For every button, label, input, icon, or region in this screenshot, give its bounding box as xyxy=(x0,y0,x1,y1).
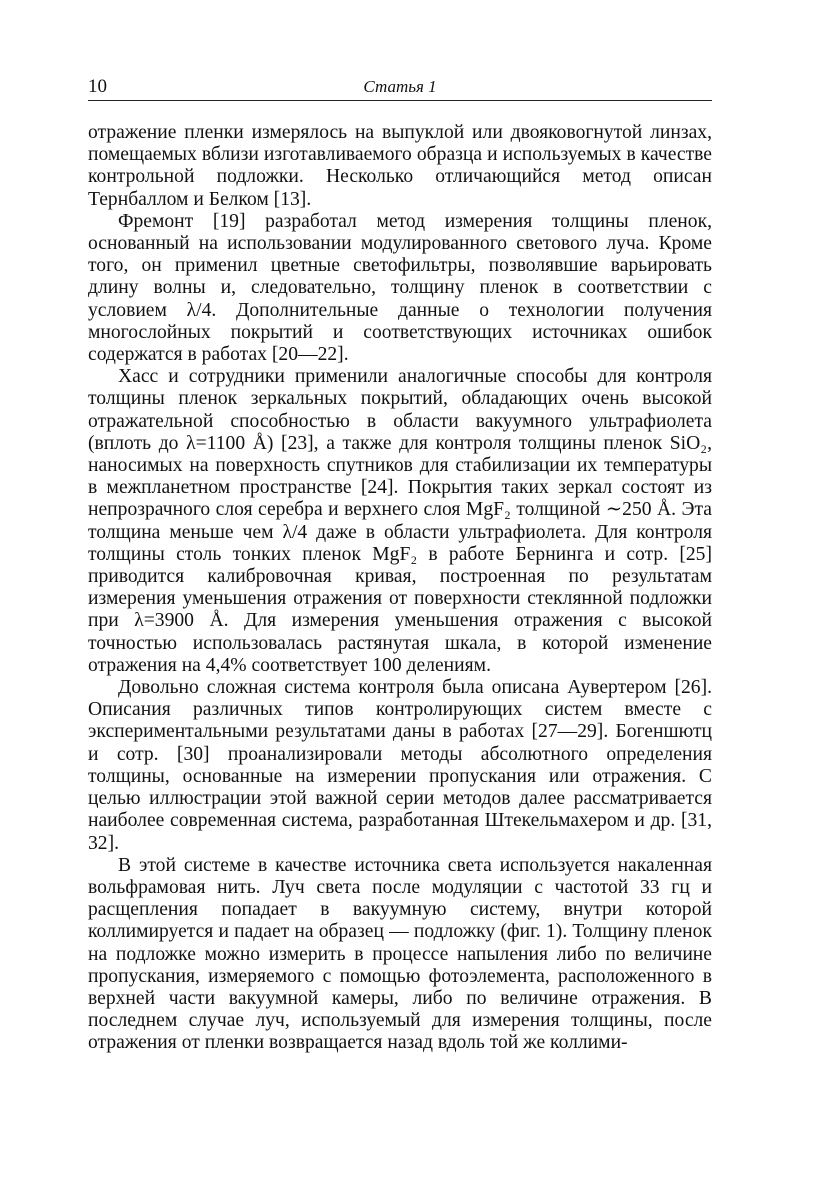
running-title: Статья 1 xyxy=(363,77,437,96)
paragraph: В этой системе в качестве источника света используется накаленная вольфрамовая нить. Луч света после модуляции с частотой 33 гц и расщепления попадает в вакуумную систему, внутри которой коллимируется и падает на образец — подложку (фиг. 1). Толщину пленок на подложке можно измерить в процессе напыления либо по величине пропускания, измеряемого с помощью фотоэлемента, расположенного в верхней части вакуумной камеры, либо по величине отражения. В последнем случае луч, используемый для измерения толщины, после отражения от пленки возвращается назад вдоль той же коллими- xyxy=(88,854,712,1054)
paragraph: Фремонт [19] разработал метод измерения толщины пленок, основанный на использовании модулированного светового луча. Кроме того, он применил цветные светофильтры, позволявшие варьировать длину волны и, следовательно, толщину пленок в соответствии с условием λ/4. Дополнительные данные о технологии получения многослойных покрытий и соответствующих источниках ошибок содержатся в работах [20—22]. xyxy=(88,210,712,366)
paragraph: отражение пленки измерялось на выпуклой или двояковогнутой линзах, помещаемых вблизи изготавливаемого образца и используемых в качестве контрольной подложки. Несколько отличающийся метод описан Тернбаллом и Белком [13]. xyxy=(88,122,712,210)
paragraph: Довольно сложная система контроля была описана Аувертером [26]. Описания различных типов контролирующих систем вместе с экспериментальными результатами даны в работах [27—29]. Богеншютц и сотр. [30] проанализировали методы абсолютного определения толщины, основанные на измерении пропускания или отражения. С целью иллюстрации этой важной серии методов далее рассматривается наиболее современная система, разработанная Штекельмахером и др. [31, 32]. xyxy=(88,677,712,854)
page-number: 10 xyxy=(88,76,107,97)
article-body xyxy=(88,122,712,1055)
paragraph: Хасс и сотрудники применили аналогичные способы для контроля толщины пленок зеркальных покрытий, обладающих очень высокой отражательной способностью в области вакуумного ультрафиолета (вплоть до λ=1100 Å) [23], а также для контроля толщины пленок SiO₂, наносимых на поверхность спутников для стабилизации их температуры в межпланетном пространстве [24]. Покрытия таких зеркал состоят из непрозрачного слоя серебра и верхнего слоя MgF₂ толщиной ∼250 Å. Эта толщина меньше чем λ/4 даже в области ультрафиолета. Для контроля толщины столь тонких пленок MgF₂ в работе Бернинга и сотр. [25] приводится калибровочная кривая, построенная по результатам измерения уменьшения отражения от поверхности стеклянной подложки при λ=3900 Å. Для измерения уменьшения отражения с высокой точностью использовалась растянутая шкала, в которой изменение отражения на 4,4% соответствует 100 делениям. xyxy=(88,366,712,676)
page-header xyxy=(88,76,712,101)
